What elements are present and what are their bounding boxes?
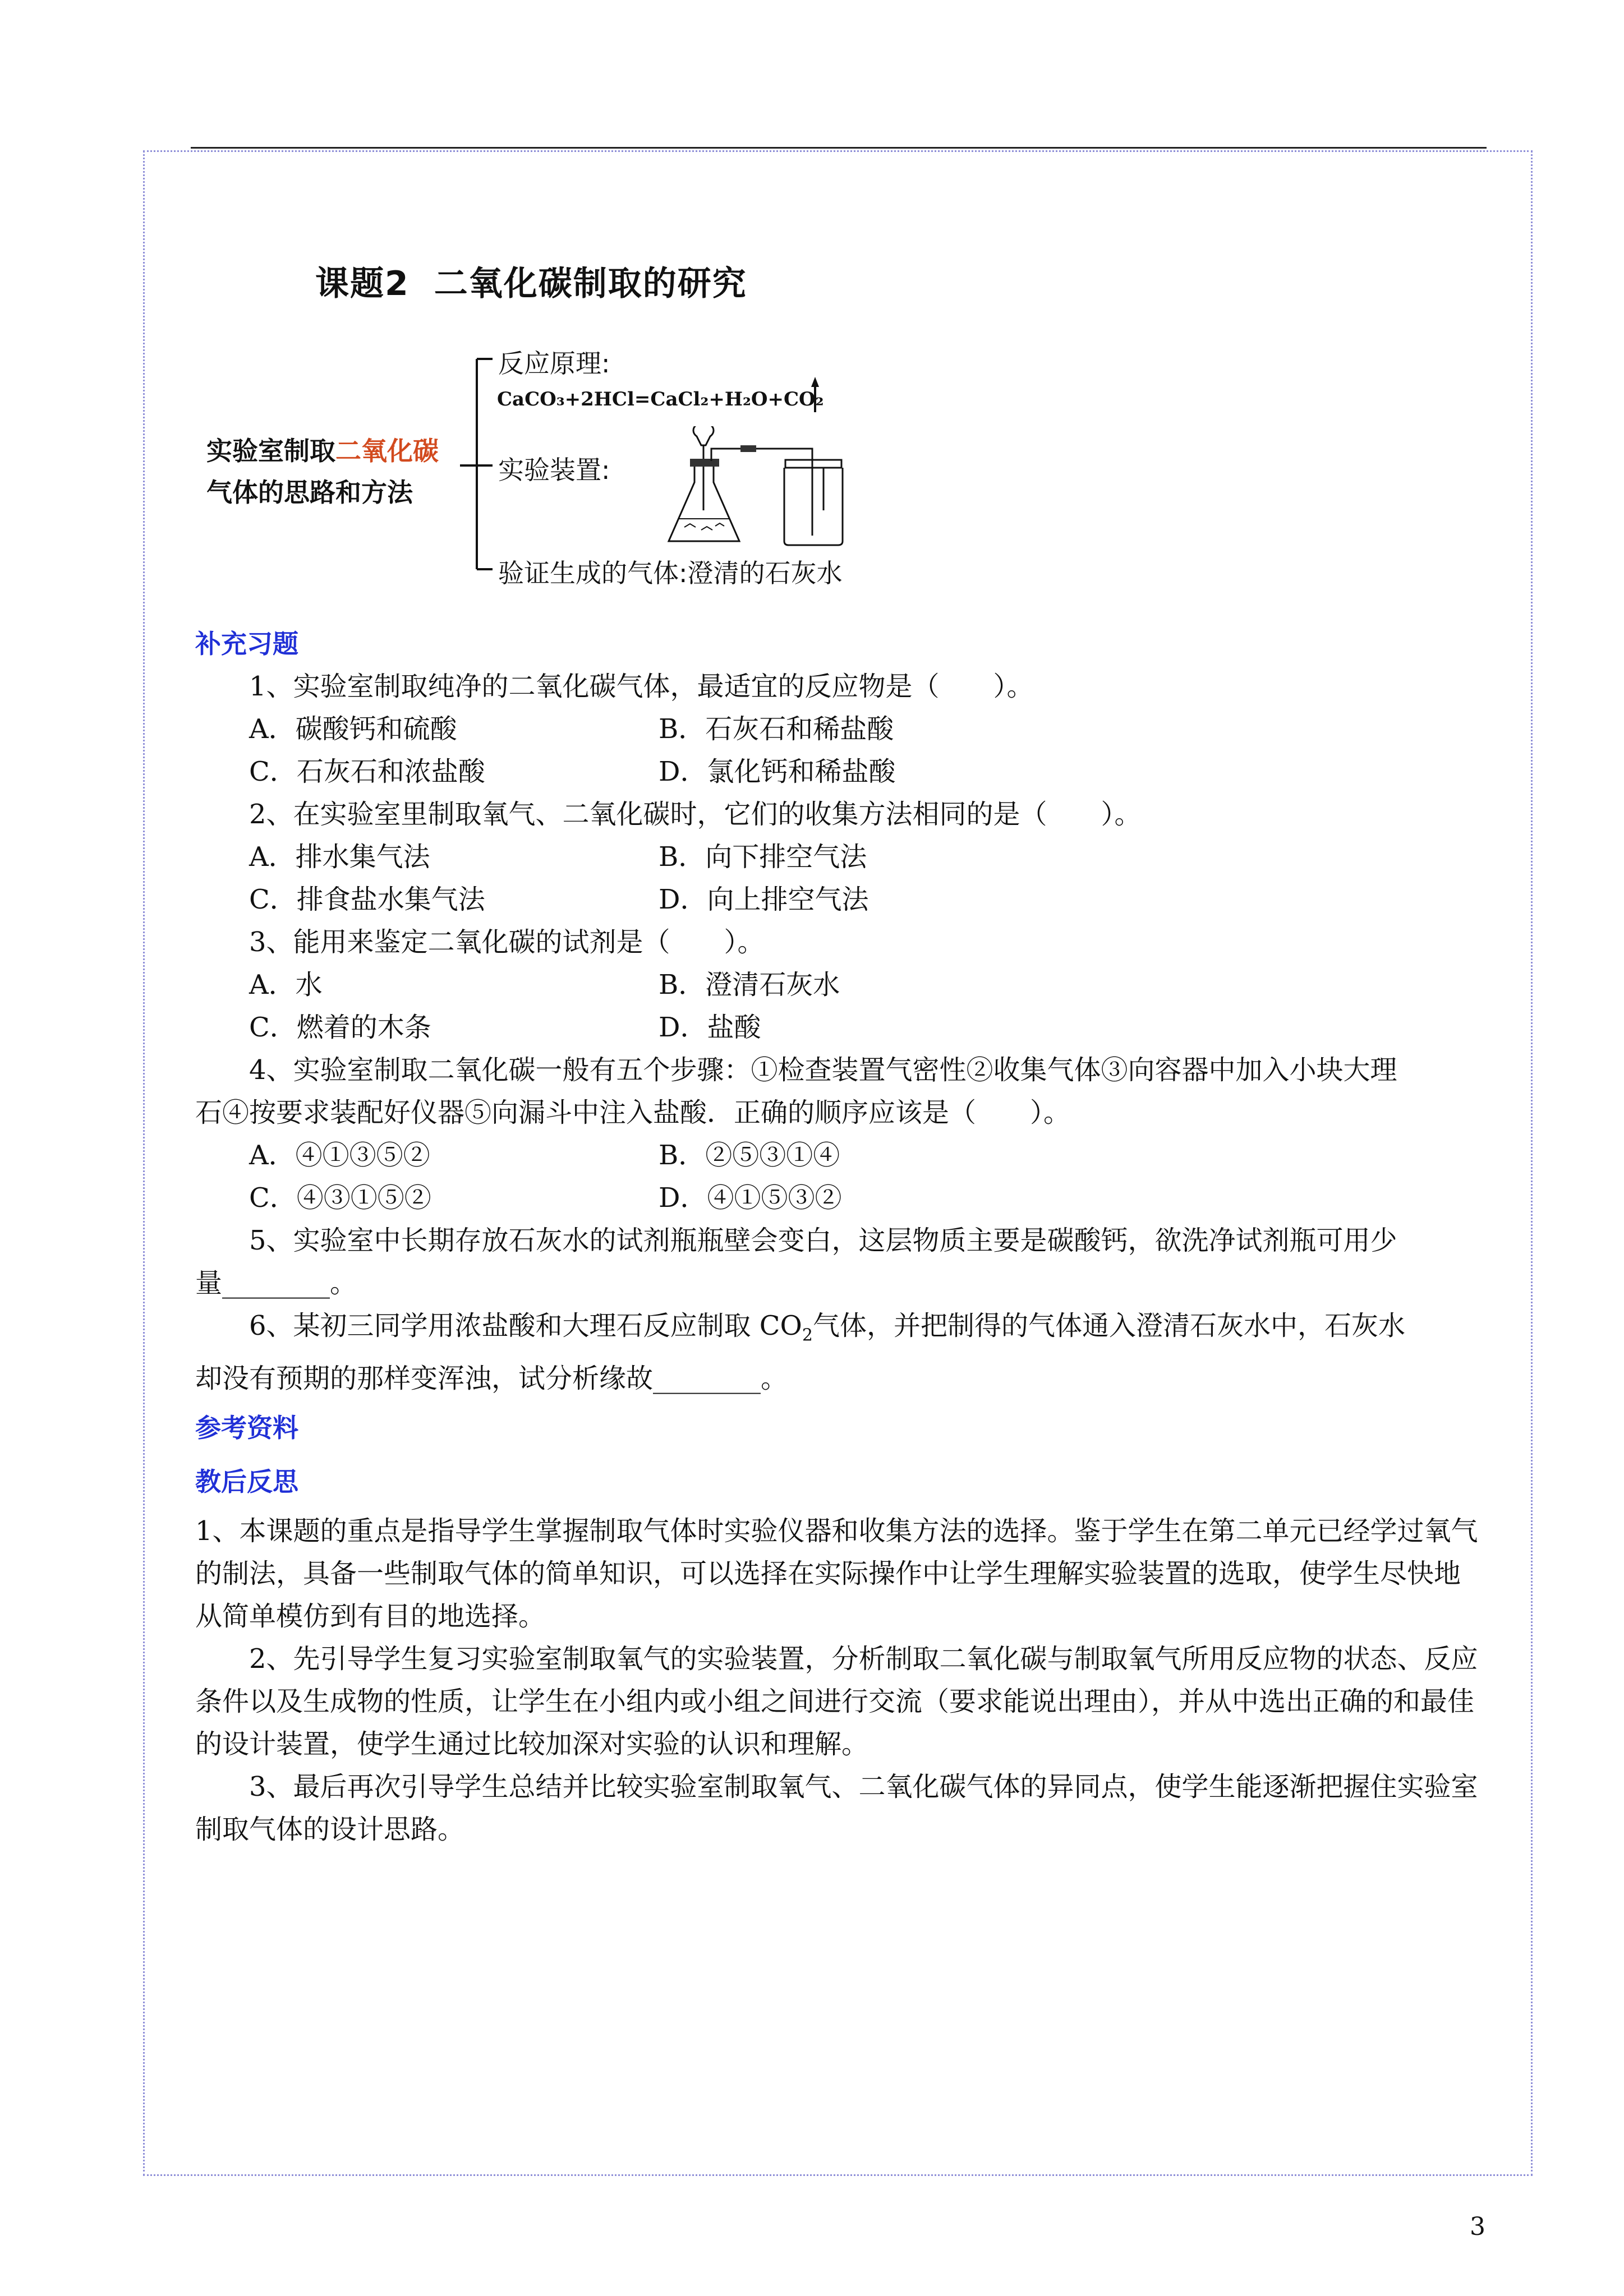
question-2-options-row2 (195, 878, 1485, 921)
question-1-options-row2 (195, 750, 1485, 793)
question-4-line2: 石④按要求装配好仪器⑤向漏斗中注入盐酸．正确的顺序应该是（ ）。 (195, 1097, 1071, 1128)
option-c: C．④③①⑤② (249, 1182, 431, 1214)
reflection-paragraph-1: 1、本课题的重点是指导学生掌握制取气体时实验仪器和收集方法的选择。鉴于学生在第二单元已经学过氧气的制法，具备一些制取气体的简单知识，可以选择在实际操作中让学生理解实验装置的选取，使学生尽快地从简单模仿到有目的地选择。 (195, 1515, 1478, 1632)
header-rule (191, 147, 1487, 149)
page-title (315, 257, 747, 305)
question-5-line2: 量________。 (195, 1267, 357, 1299)
option-a: A．排水集气法 (249, 841, 430, 873)
diagram-left-line1: 实验室制取二氧化碳 (206, 436, 439, 466)
option-b: B．石灰石和稀盐酸 (659, 713, 894, 745)
question-1: 1、实验室制取纯净的二氧化碳气体，最适宜的反应物是（ ）。 (249, 671, 1034, 702)
reflection-paragraph-2: 2、先引导学生复习实验室制取氧气的实验装置，分析制取二氧化碳与制取氧气所用反应物的状态、反应条件以及生成物的性质，让学生在小组内或小组之间进行交流（要求能说出理由），并从中选出正确的和最佳的设计装置，使学生通过比较加深对实验的认识和理解。 (195, 1643, 1478, 1760)
heading-supplement: 补充习题 (195, 629, 298, 659)
option-a: A．碳酸钙和硫酸 (249, 713, 457, 745)
branch-label-principle: 反应原理: (498, 348, 610, 379)
method-diagram (196, 342, 926, 592)
heading-reference: 参考资料 (195, 1412, 298, 1443)
diagram-left-line2: 气体的思路和方法 (206, 477, 413, 508)
option-d: D．氯化钙和稀盐酸 (659, 756, 896, 787)
branch-label-verify: 验证生成的气体:澄清的石灰水 (498, 558, 843, 588)
option-c: C．排食盐水集气法 (249, 884, 485, 915)
option-a: A．④①③⑤② (249, 1140, 430, 1171)
reaction-equation: CaCO₃+2HCl=CaCl₂+H₂O+CO₂ (497, 388, 824, 411)
question-2-options-row1 (195, 836, 1485, 878)
question-1-options-row1 (195, 708, 1485, 750)
question-3-options-row1 (195, 963, 1485, 1006)
option-d: D．盐酸 (659, 1012, 761, 1043)
question-4-options-row2 (195, 1177, 1485, 1219)
question-5-line1: 5、实验室中长期存放石灰水的试剂瓶瓶壁会变白，这层物质主要是碳酸钙，欲洗净试剂瓶可用少 (249, 1225, 1397, 1256)
question-3: 3、能用来鉴定二氧化碳的试剂是（ ）。 (249, 926, 765, 958)
option-b: B．②⑤③①④ (659, 1140, 840, 1171)
apparatus-illustration (634, 426, 926, 552)
option-d: D．向上排空气法 (659, 884, 869, 915)
question-4-options-row1 (195, 1134, 1485, 1177)
option-c: C．燃着的木条 (249, 1012, 431, 1043)
option-b: B．向下排空气法 (659, 841, 867, 873)
question-6-line2: 却没有预期的那样变浑浊，试分析缘故________。 (195, 1362, 788, 1394)
title-main: 二氧化碳制取的研究 (434, 264, 747, 303)
heading-reflection: 教后反思 (195, 1466, 298, 1497)
question-4-line1: 4、实验室制取二氧化碳一般有五个步骤：①检查装置气密性②收集气体③向容器中加入小块大理 (249, 1054, 1397, 1086)
reflection-paragraph-3: 3、最后再次引导学生总结并比较实验室制取氧气、二氧化碳气体的异同点，使学生能逐渐把握住实验室制取气体的设计思路。 (195, 1771, 1478, 1845)
question-6-line1: 6、某初三同学用浓盐酸和大理石反应制取 $CO_2$气体，并把制得的气体通入澄清石灰水中，石灰水 (249, 1310, 1405, 1345)
option-d: D．④①⑤③② (659, 1182, 842, 1214)
title-prefix: 课题2 (315, 264, 410, 303)
option-b: B．澄清石灰水 (659, 969, 840, 1001)
option-a: A．水 (249, 969, 323, 1001)
question-3-options-row2 (195, 1006, 1485, 1049)
highlight-co2: 二氧化碳 (335, 436, 439, 466)
main-content (195, 623, 1485, 1851)
option-c: C．石灰石和浓盐酸 (249, 756, 485, 787)
page-number: 3 (1470, 2212, 1485, 2241)
question-2: 2、在实验室里制取氧气、二氧化碳时，它们的收集方法相同的是（ ）。 (249, 799, 1142, 830)
branch-label-apparatus: 实验装置: (498, 455, 610, 485)
